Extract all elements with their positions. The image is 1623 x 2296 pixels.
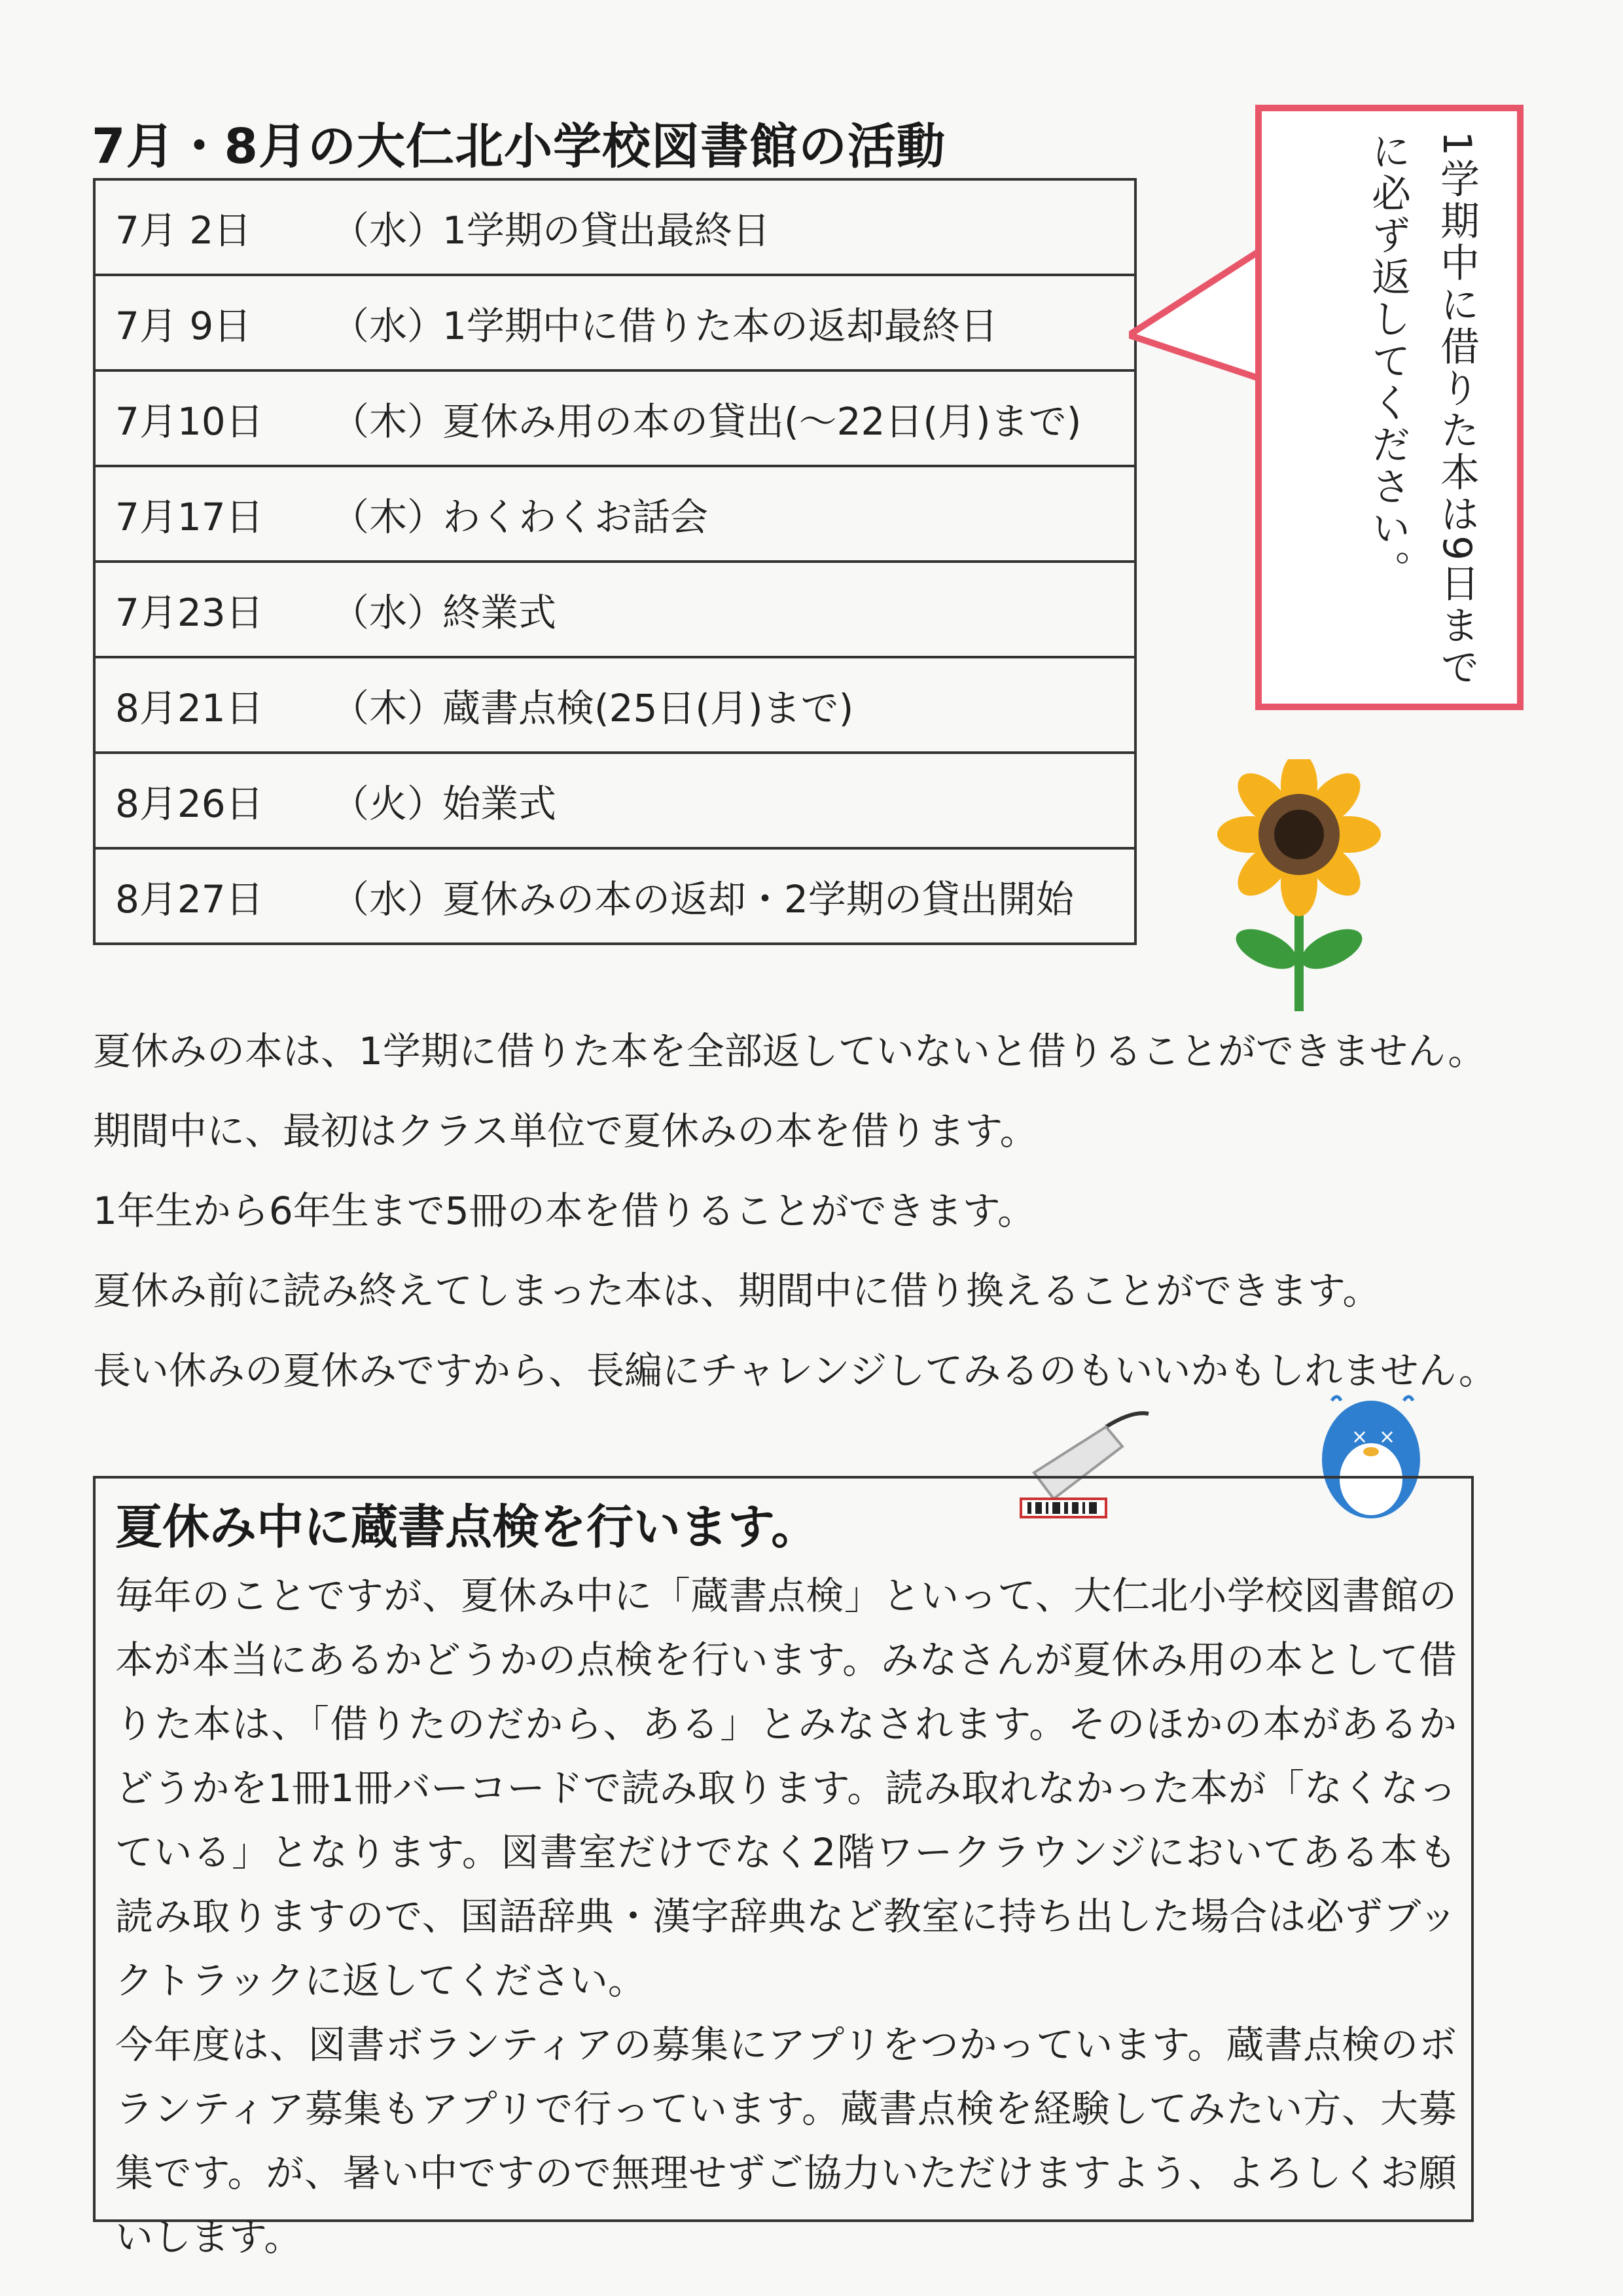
- note-line: 長い休みの夏休みですから、長編にチャレンジしてみるのもいいかもしれません。: [93, 1348, 1497, 1393]
- schedule-date: 7月 2日: [115, 208, 252, 253]
- schedule-day: （水）: [331, 304, 446, 348]
- schedule-date: 7月17日: [115, 495, 264, 539]
- table-row: [94, 275, 1135, 370]
- schedule-event: 蔵書点検(25日(月)まで): [442, 686, 854, 730]
- table-row: [94, 753, 1135, 848]
- table-row: [94, 466, 1135, 562]
- schedule-day: （水）: [331, 590, 446, 635]
- schedule-date: 7月 9日: [115, 304, 252, 348]
- svg-text:×: ×: [1351, 1426, 1368, 1448]
- svg-text:×: ×: [1379, 1426, 1396, 1448]
- note-line: 夏休みの本は、1学期に借りた本を全部返していないと借りることができません。: [93, 1029, 1486, 1073]
- notice-paragraph: 毎年のことですが、夏休み中に「蔵書点検」といって、大仁北小学校図書館の本が本当にあるかどうかの点検を行います。みなさんが夏休み用の本として借りた本は、「借りたのだから、ある」とみなされます。そのほかの本があるかどうかを1冊1冊バーコードで読み取ります。読み取れなかった本が「なくなっている」となります。図書室だけでなく2階ワークラウンジにおいてある本も読み取りますので、国語辞典・漢字辞典など教室に持ち出した場合は必ずブックトラックに返してください。: [115, 1573, 1457, 2003]
- schedule-event: 夏休み用の本の貸出(～22日(月)まで): [442, 399, 1082, 444]
- schedule-event: 始業式: [442, 781, 557, 826]
- schedule-day: （木）: [331, 686, 446, 730]
- schedule-day: （木）: [331, 399, 446, 444]
- notice-paragraph: 今年度は、図書ボランティアの募集にアプリをつかっています。蔵書点検のボランティア募集もアプリで行っています。蔵書点検を経験してみたい方、大募集です。が、暑い中ですので無理せずご協力いただけますよう、よろしくお願いします。: [115, 2022, 1457, 2259]
- notes-section: [93, 1028, 1500, 1427]
- page-title: 7月・8月の大仁北小学校図書館の活動: [92, 118, 946, 175]
- schedule-event: 夏休みの本の返却・2学期の貸出開始: [442, 877, 1074, 922]
- table-row: [94, 179, 1135, 275]
- schedule-date: 8月26日: [115, 781, 264, 826]
- table-row: [94, 848, 1135, 944]
- schedule-day: （木）: [331, 495, 446, 539]
- callout-text: 1学期中に借りた本は9日までに必ず返してください。: [1365, 131, 1480, 689]
- schedule-event: わくわくお話会: [442, 495, 709, 539]
- callout-pointer: [1129, 249, 1266, 419]
- schedule-day: （水）: [331, 877, 446, 922]
- schedule-date: 7月10日: [115, 399, 264, 444]
- schedule-event: 1学期の貸出最終日: [442, 208, 770, 253]
- notice-body: [115, 1564, 1457, 2269]
- notice-title: 夏休み中に蔵書点検を行います。: [115, 1499, 819, 1554]
- schedule-event: 終業式: [442, 590, 557, 635]
- schedule-table: [93, 178, 1137, 945]
- note-line: 夏休み前に読み終えてしまった本は、期間中に借り換えることができます。: [93, 1268, 1381, 1313]
- sunflower-icon: [1204, 759, 1394, 1014]
- table-row: [94, 657, 1135, 753]
- schedule-day: （火）: [331, 781, 446, 826]
- schedule-day: （水）: [331, 208, 446, 253]
- inventory-notice: [93, 1476, 1474, 2259]
- schedule-date: 7月23日: [115, 590, 264, 635]
- table-row: [94, 370, 1135, 466]
- reminder-callout: [1255, 105, 1524, 710]
- schedule-event: 1学期中に借りた本の返却最終日: [442, 304, 998, 348]
- note-line: 期間中に、最初はクラス単位で夏休みの本を借ります。: [93, 1109, 1038, 1153]
- table-row: [94, 562, 1135, 657]
- schedule-date: 8月21日: [115, 686, 264, 730]
- schedule-date: 8月27日: [115, 877, 264, 922]
- note-line: 1年生から6年生まで5冊の本を借りることができます。: [93, 1189, 1036, 1233]
